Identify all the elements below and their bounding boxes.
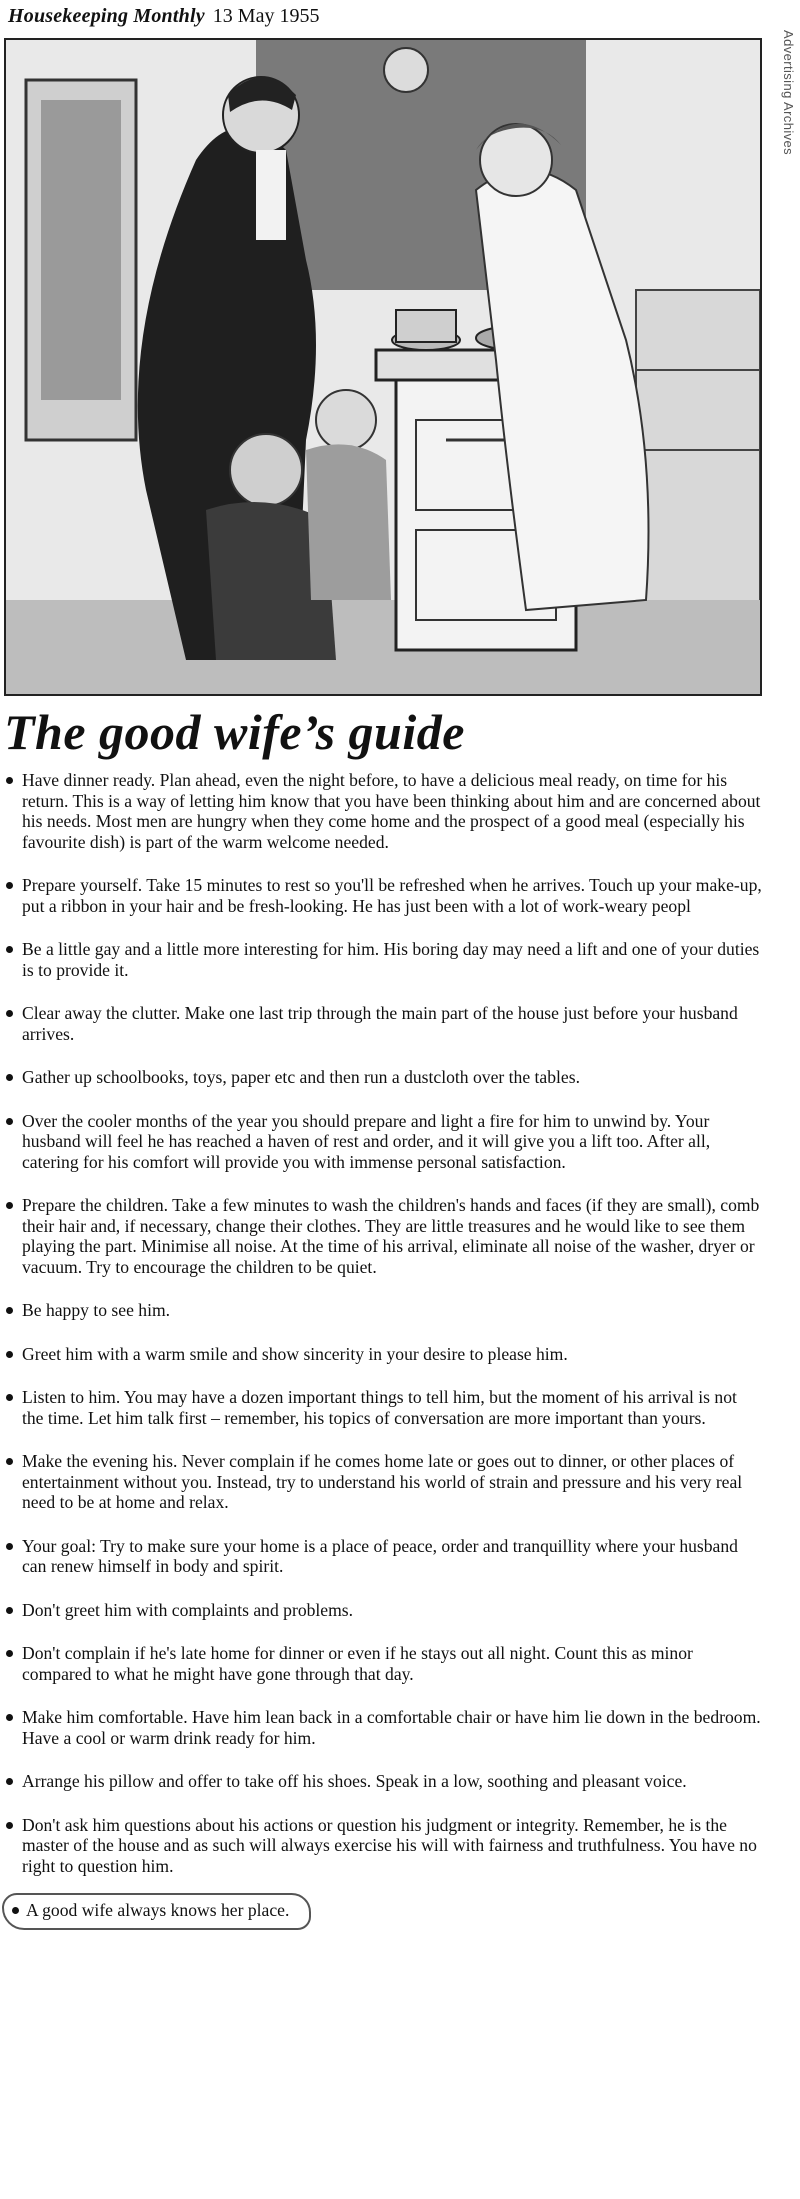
illustration-credit: Advertising Archives — [781, 30, 796, 156]
guide-list — [0, 770, 770, 1953]
bullet-icon — [6, 1394, 13, 1401]
bullet-icon — [6, 1607, 13, 1614]
bullet-icon — [6, 777, 13, 784]
list-item — [0, 1536, 770, 1577]
list-item-text: Greet him with a warm smile and show sincerity in your desire to please him. — [22, 1343, 568, 1364]
list-item-text: Gather up schoolbooks, toys, paper etc and then run a dustcloth over the tables. — [22, 1067, 580, 1087]
vintage-family-kitchen-illustration — [4, 38, 762, 696]
bullet-icon — [6, 882, 13, 889]
masthead — [8, 4, 319, 28]
bullet-icon — [6, 1010, 13, 1017]
list-item-circled — [2, 1893, 311, 1930]
bullet-icon — [6, 1650, 13, 1657]
list-item — [0, 939, 770, 980]
bullet-icon — [6, 1543, 13, 1550]
bullet-icon — [6, 1351, 13, 1358]
list-item-text: Don't greet him with complaints and problems. — [22, 1599, 354, 1620]
list-item — [0, 875, 770, 916]
list-item — [0, 1815, 770, 1877]
list-item-text: Clear away the clutter. Make one last trip through the main part of the house just before your husband arrives. — [22, 1003, 738, 1044]
list-item-text: Arrange his pillow and offer to take off his shoes. Speak in a low, soothing and pleasant voice. — [22, 1771, 687, 1791]
bullet-icon — [6, 1714, 13, 1721]
list-item — [0, 1003, 770, 1044]
list-item — [0, 1451, 770, 1513]
bullet-icon — [6, 1458, 13, 1465]
list-item — [0, 1387, 770, 1428]
list-item — [0, 1195, 770, 1277]
bullet-icon — [6, 946, 13, 953]
list-item-text: Prepare yourself. Take 15 minutes to rest so you'll be refreshed when he arrives. Touch up your make-up, put a ribbon in your hair and be fresh-looking. He has just been with a lot of work-weary peopl — [22, 875, 762, 916]
list-item — [0, 1111, 770, 1173]
list-item-text: Over the cooler months of the year you should prepare and light a fire for him to unwind by. Your husband will feel he has reached a haven of rest and order, and it will give you a lift too. After all, catering for his comfort will provide you with immense personal satisfaction. — [22, 1110, 711, 1172]
list-item-text: Make him comfortable. Have him lean back in a comfortable chair or have him lie down in the bedroom. Have a cool or warm drink ready for him. — [22, 1707, 761, 1748]
list-item — [0, 1300, 770, 1321]
list-item — [0, 1344, 770, 1365]
bullet-icon — [6, 1202, 13, 1209]
list-item-text: Don't complain if he's late home for dinner or even if he stays out all night. Count this as minor compared to what he might have gone through that day. — [22, 1643, 693, 1684]
list-item-text: Your goal: Try to make sure your home is a place of peace, order and tranquillity where your husband can renew himself in body and spirit. — [22, 1535, 738, 1576]
list-item-text: Prepare the children. Take a few minutes to wash the children's hands and faces (if they are small), comb their hair and, if necessary, change their clothes. They are little treasures and he would like to see them playing the part. Minimise all noise. At the time of his arrival, eliminate all noise of the washer, dryer or vacuum. Try to encourage the children to be quiet. — [22, 1195, 760, 1277]
list-item — [0, 770, 770, 852]
page-title: The good wife’s guide — [4, 704, 465, 760]
list-item-text: Listen to him. You may have a dozen important things to tell him, but the moment of his arrival is not the time. Let him talk first – remember, his topics of conversation are more important than yours. — [22, 1387, 737, 1428]
list-item-text: Don't ask him questions about his actions or question his judgment or integrity. Remember, he is the master of the house and as such will always exercise his will with fairness and truthfulness. You have no right to question him. — [22, 1814, 757, 1876]
list-item — [0, 1067, 770, 1088]
list-item — [0, 1643, 770, 1684]
list-item — [0, 1707, 770, 1748]
publication-date: 13 May 1955 — [212, 5, 320, 27]
list-item-text: Be happy to see him. — [22, 1300, 171, 1320]
bullet-icon — [6, 1074, 13, 1081]
illustration-drawing — [6, 40, 760, 694]
list-item — [0, 1600, 770, 1621]
list-item-text: Make the evening his. Never complain if he comes home late or goes out to dinner, or other places of entertainment without you. Instead, try to understand his world of strain and pressure and his very real need to be at home and relax. — [22, 1451, 743, 1512]
bullet-icon — [6, 1822, 13, 1829]
list-item-text: A good wife always knows her place. — [26, 1900, 290, 1920]
publication-name: Housekeeping Monthly — [8, 5, 205, 27]
list-item — [0, 1771, 770, 1792]
bullet-icon — [12, 1907, 19, 1914]
list-item-text: Have dinner ready. Plan ahead, even the night before, to have a delicious meal ready, on time for his return. This is a way of letting him know that you have been thinking about him and are concerned about his needs. Most men are hungry when they come home and the prospect of a good meal (especially his favourite dish) is part of the warm welcome needed. — [22, 770, 761, 852]
bullet-icon — [6, 1118, 13, 1125]
bullet-icon — [6, 1778, 13, 1785]
bullet-icon — [6, 1307, 13, 1314]
list-item-text: Be a little gay and a little more interesting for him. His boring day may need a lift and one of your duties is to provide it. — [22, 939, 760, 980]
